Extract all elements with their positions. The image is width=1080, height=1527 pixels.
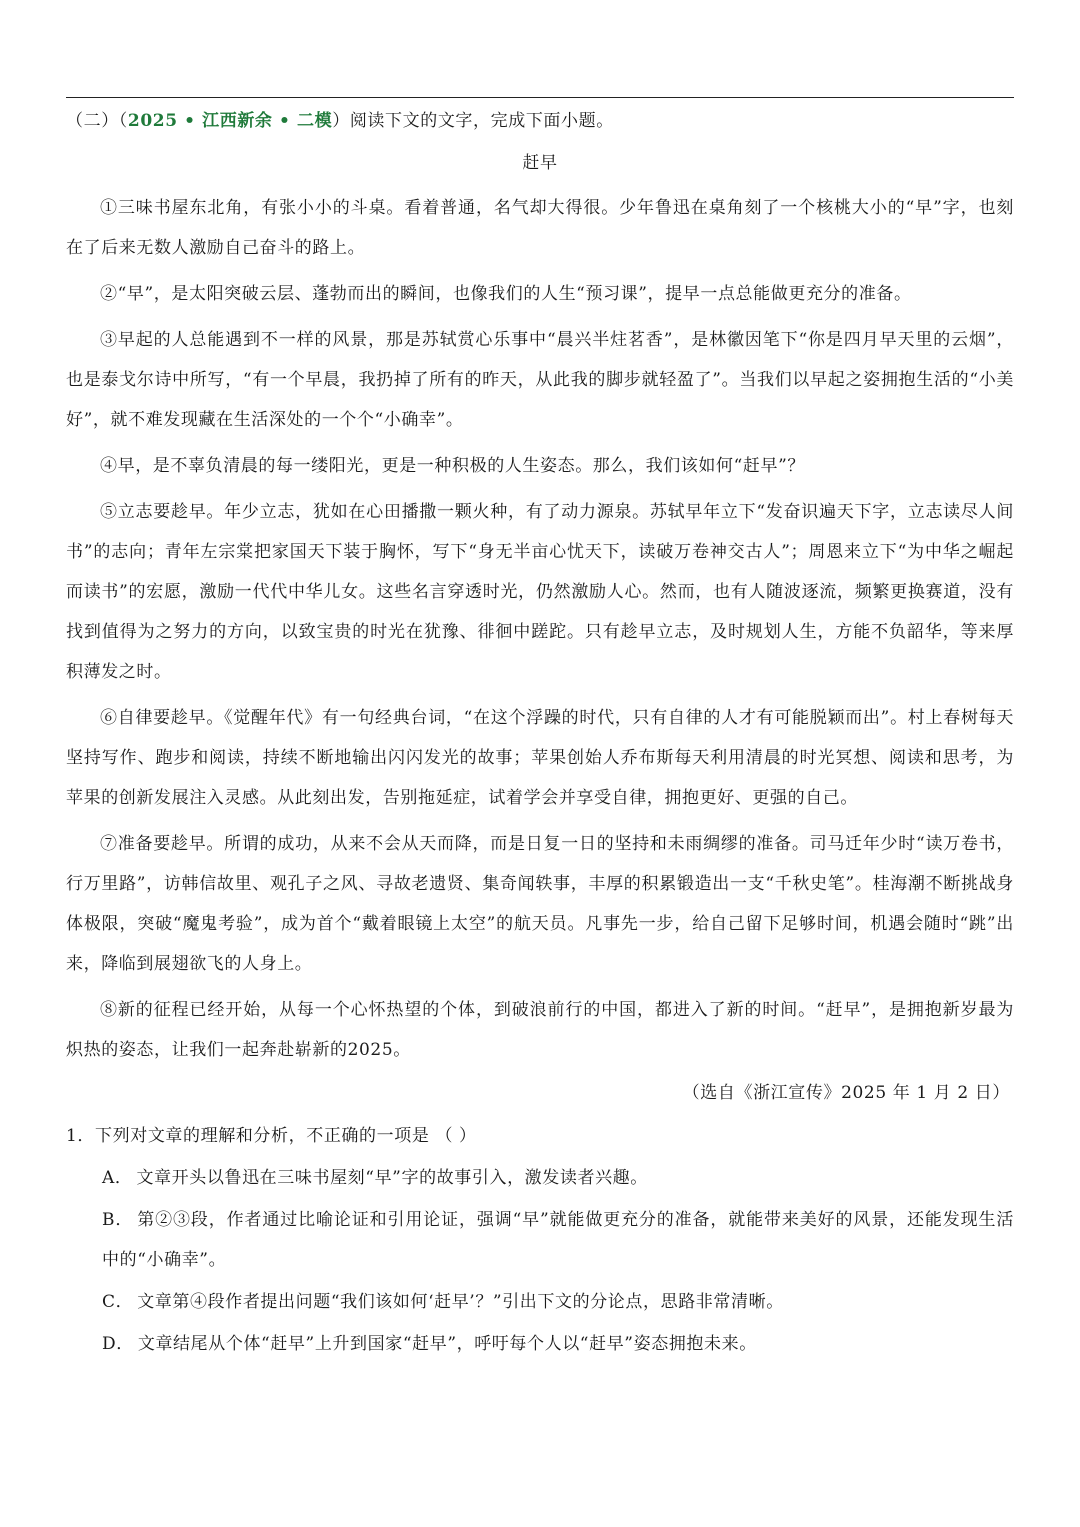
header-divider (66, 97, 1014, 98)
section-prefix: （二）（ (66, 111, 128, 131)
article-paragraph-2: ②“早”，是太阳突破云层、蓬勃而出的瞬间，也像我们的人生“预习课”，提早一点总能做更充分的准备。 (100, 284, 912, 304)
option-text: 第②③段，作者通过比喻论证和引用论证，强调“早”就能做更充分的准备，就能带来美好的风景，还能发现生活中的“小确幸”。 (102, 1210, 1014, 1270)
question-1 (66, 1116, 1014, 1364)
option-d (66, 1324, 1014, 1364)
option-text: 文章开头以鲁迅在三味书屋刻“早”字的故事引入，激发读者兴趣。 (136, 1168, 648, 1188)
article-title: 赶早 (522, 153, 558, 173)
article-paragraph-7: ⑦准备要趁早。所谓的成功，从来不会从天而降，而是日复一日的坚持和未雨绸缪的准备。司马迁年少时“读万卷书，行万里路”，访韩信故里、观孔子之风、寻故老遗贤、集奇闻轶事，丰厚的积累锻造出一支“千秋史笔”。桂海潮不断挑战身体极限，突破“魔鬼考验”，成为首个“戴着眼镜上太空”的航天员。凡事先一步，给自己留下足够时间，机遇会随时“跳”出来，降临到展翅欲飞的人身上。 (66, 834, 1014, 974)
answer-bracket: （ ） (435, 1126, 477, 1146)
article-paragraph-3: ③早起的人总能遇到不一样的风景，那是苏轼赏心乐事中“晨兴半炷茗香”，是林徽因笔下“你是四月早天里的云烟”，也是泰戈尔诗中所写，“有一个早晨，我扔掉了所有的昨天，从此我的脚步就轻盈了”。当我们以早起之姿拥抱生活的“小美好”，就不难发现藏在生活深处的一个个“小确幸”。 (66, 330, 1014, 430)
document-content (66, 104, 1014, 1364)
option-letter: C． (102, 1292, 134, 1312)
question-number: 1． (66, 1126, 96, 1146)
article-paragraph-8: ⑧新的征程已经开始，从每一个心怀热望的个体，到破浪前行的中国，都进入了新的时间。“赶早”，是拥抱新岁最为炽热的姿态，让我们一起奔赴崭新的2025。 (66, 1000, 1014, 1060)
option-a (66, 1158, 1014, 1198)
option-text: 文章第④段作者提出问题“我们该如何‘赶早’？”引出下文的分论点，思路非常清晰。 (137, 1292, 784, 1312)
option-c (66, 1282, 1014, 1322)
option-letter: B． (102, 1210, 134, 1230)
source-tag: 2025 • 江西新余 • 二模 (127, 111, 333, 131)
option-letter: A． (102, 1168, 133, 1188)
question-stem (66, 1116, 1014, 1156)
option-letter: D． (102, 1334, 134, 1354)
section-instruction: ）阅读下文的文字，完成下面小题。 (332, 111, 614, 131)
article-paragraph-5: ⑤立志要趁早。年少立志，犹如在心田播撒一颗火种，有了动力源泉。苏轼早年立下“发奋识遍天下字，立志读尽人间书”的志向；青年左宗棠把家国天下装于胸怀，写下“身无半亩心忧天下，读破万卷神交古人”；周恩来立下“为中华之崛起而读书”的宏愿，激励一代代中华儿女。这些名言穿透时光，仍然激励人心。然而，也有人随波逐流，频繁更换赛道，没有找到值得为之努力的方向，以致宝贵的时光在犹豫、徘徊中蹉跎。只有趁早立志，及时规划人生，方能不负韶华，等来厚积薄发之时。 (66, 502, 1014, 682)
article-paragraph-1: ①三味书屋东北角，有张小小的斗桌。看着普通，名气却大得很。少年鲁迅在桌角刻了一个核桃大小的“早”字，也刻在了后来无数人激励自己奋斗的路上。 (66, 198, 1014, 258)
article-paragraph-4: ④早，是不辜负清晨的每一缕阳光，更是一种积极的人生姿态。那么，我们该如何“赶早”？ (100, 456, 805, 476)
article-paragraph-6: ⑥自律要趁早。《觉醒年代》有一句经典台词，“在这个浮躁的时代，只有自律的人才有可能脱颖而出”。村上春树每天坚持写作、跑步和阅读，持续不断地输出闪闪发光的故事；苹果创始人乔布斯每天利用清晨的时光冥想、阅读和思考，为苹果的创新发展注入灵感。从此刻出发，告别拖延症，试着学会并享受自律，拥抱更好、更强的自己。 (66, 708, 1014, 808)
article-citation: （选自《浙江宣传》2025 年 1 月 2 日） (682, 1083, 1010, 1103)
option-text: 文章结尾从个体“赶早”上升到国家“赶早”，呼吁每个人以“赶早”姿态拥抱未来。 (137, 1334, 757, 1354)
option-b (66, 1200, 1014, 1280)
question-text: 下列对文章的理解和分析，不正确的一项是 (95, 1126, 430, 1146)
section-header (66, 104, 1014, 138)
